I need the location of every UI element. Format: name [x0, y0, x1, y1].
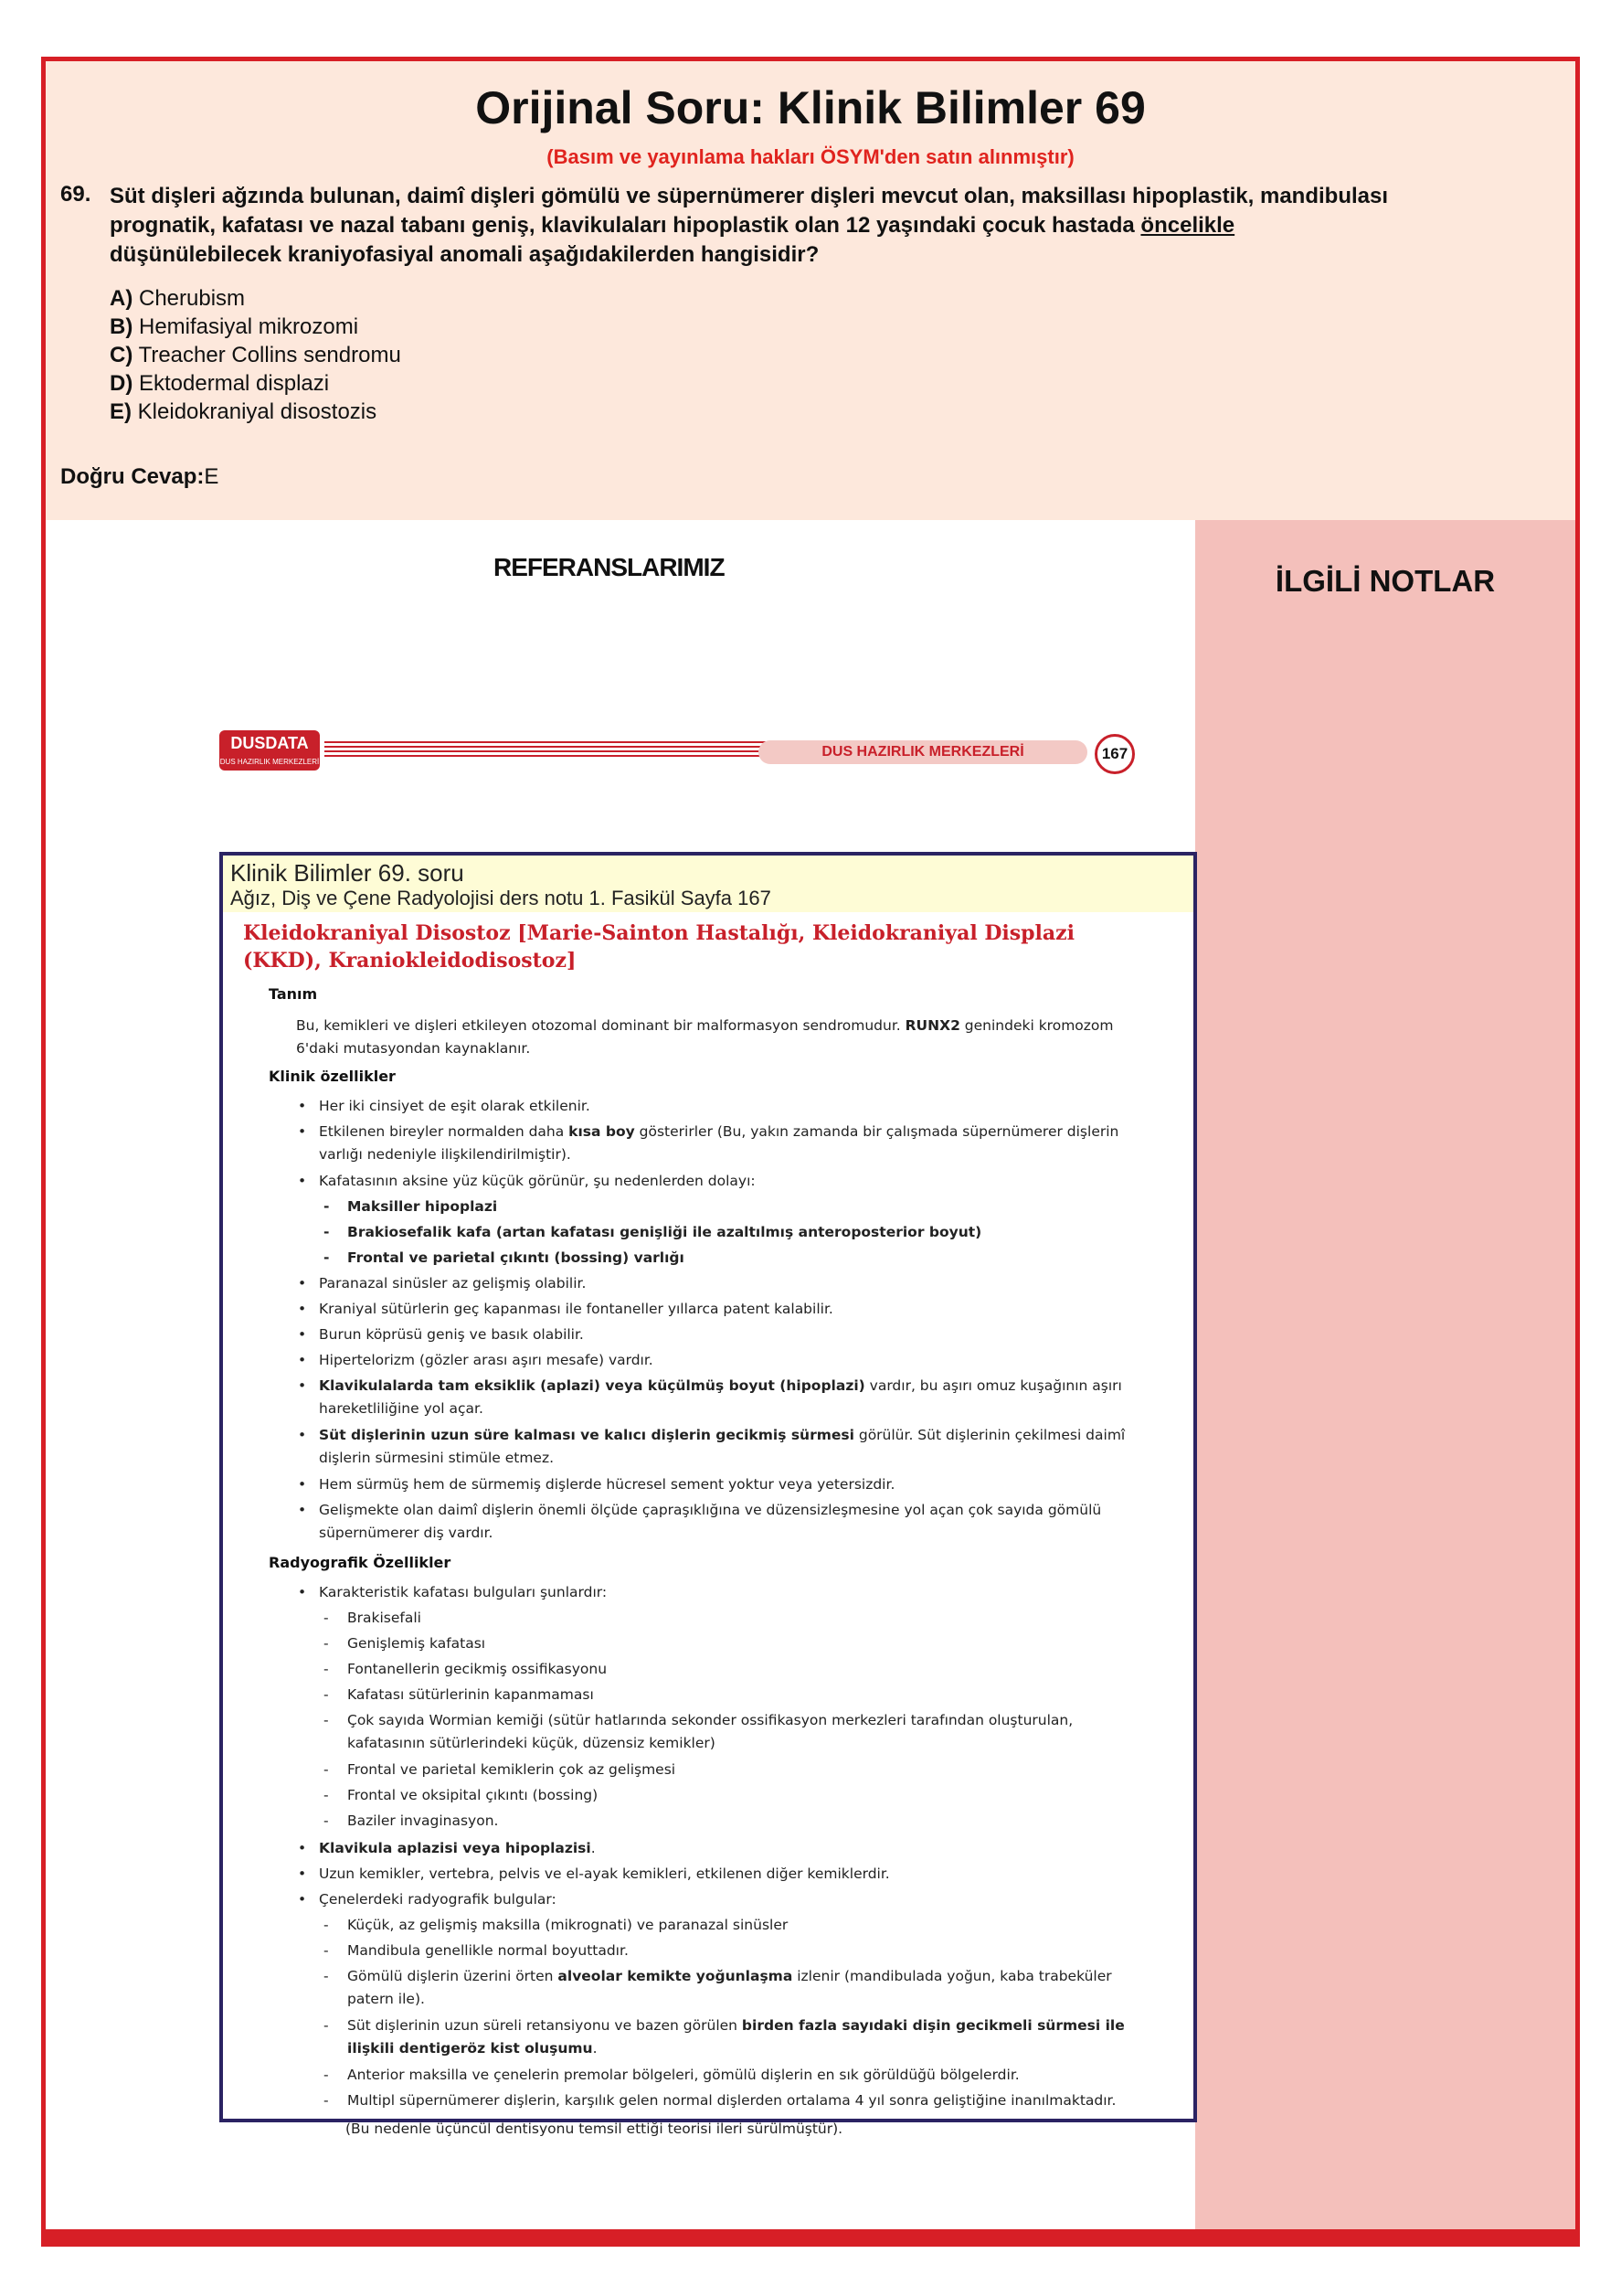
list-subitem: - Maksiller hipoplazi [322, 1196, 1126, 1218]
excerpt-header-label: DUS HAZIRLIK MERKEZLERİ [758, 740, 1087, 764]
option-a: A) Cherubism [110, 286, 246, 311]
question-panel [46, 61, 1575, 520]
question-number: 69. [60, 182, 91, 207]
list-subitem: - Frontal ve parietal kemiklerin çok az gelişmesi [322, 1759, 1126, 1781]
list-item: • Uzun kemikler, vertebra, pelvis ve el-ayak kemikleri, etkilenen diğer kemiklerdir. [296, 1863, 1128, 1886]
list-subitem: - Çok sayıda Wormian kemiği (sütür hatlarında sekonder ossifikasyon merkezleri tarafından oluşturulan, kafatasının sütürlerindeki küçük, düzensiz kemikler) [322, 1709, 1126, 1755]
excerpt-page-number: 167 [1095, 734, 1135, 774]
section-klinik: Klinik özellikler [269, 1068, 396, 1085]
list-subitem: - Kafatası sütürlerinin kapanmaması [322, 1684, 1126, 1706]
list-subitem: - Frontal ve parietal çıkıntı (bossing) varlığı [322, 1247, 1126, 1270]
notes-title: İLGİLİ NOTLAR [1275, 564, 1496, 598]
reference-excerpt [174, 710, 1142, 2173]
list-subitem: - Küçük, az gelişmiş maksilla (mikrognati) ve paranazal sinüsler [322, 1914, 1126, 1937]
option-d: D) Ektodermal displazi [110, 371, 330, 396]
excerpt-content [219, 912, 1197, 2122]
notes-panel [1195, 520, 1575, 2237]
caption-title: Klinik Bilimler 69. soru [230, 859, 464, 887]
list-item: • Hipertelorizm (gözler arası aşırı mesafe) vardır. [296, 1349, 1128, 1372]
question-text: Süt dişleri ağzında bulunan, daimî dişleri gömülü ve süpernümerer dişleri mevcut olan, maksillası hipoplastik, mandibulası prognatik, kafatası ve nazal tabanı geniş, klavikulaları hipoplastik olan 12 yaşındaki çocuk hastada öncelikle düşünülebilecek kraniyofasiyal anomali aşağıdakilerden hangisidir? [110, 184, 1389, 267]
option-e: E) Kleidokraniyal disostozis [110, 399, 377, 424]
section-tanim: Tanım [269, 985, 318, 1003]
list-item: • Kraniyal sütürlerin geç kapanması ile fontaneller yıllarca patent kalabilir. [296, 1298, 1128, 1321]
list-item: • Burun köprüsü geniş ve basık olabilir. [296, 1323, 1128, 1346]
list-subitem: - Brakiosefalik kafa (artan kafatası genişliği ile azaltılmış anteroposterior boyut) [322, 1221, 1126, 1244]
list-item: • Hem sürmüş hem de sürmemiş dişlerde hücresel sement yoktur veya yetersizdir. [296, 1473, 1128, 1496]
bottom-bar [46, 2229, 1575, 2242]
brand-logo: DUSDATA [219, 730, 320, 771]
list-item: • Etkilenen bireyler normalden daha kısa boy gösterirler (Bu, yakın zamanda bir çalışmada süpernümerer dişlerin varlığı nedeniyle ilişkilendirilmiştir). [296, 1121, 1128, 1166]
list-subitem: - Multipl süpernümerer dişlerin, karşılık gelen normal dişlerden ortalama 4 yıl sonra geliştiğine inanılmaktadır. [322, 2089, 1126, 2112]
reference-caption [219, 852, 1197, 916]
list-item: • Klavikulalarda tam eksiklik (aplazi) veya küçülmüş boyut (hipoplazi) vardır, bu aşırı omuz kuşağının aşırı hareketliliğine yol açar. [296, 1375, 1128, 1420]
list-item: • Her iki cinsiyet de eşit olarak etkilenir. [296, 1095, 1128, 1118]
list-subitem: - Fontanellerin gecikmiş ossifikasyonu [322, 1658, 1126, 1681]
brand-logo-subtitle: DUS HAZIRLIK MERKEZLERİ [219, 758, 320, 766]
option-b: B) Hemifasiyal mikrozomi [110, 314, 359, 339]
list-item: • Kafatasının aksine yüz küçük görünür, şu nedenlerden dolayı: [296, 1170, 1128, 1193]
list-item: • Paranazal sinüsler az gelişmiş olabilir. [296, 1272, 1128, 1295]
list-subitem: - Anterior maksilla ve çenelerin premolar bölgeleri, gömülü dişlerin en sık görüldüğü bölgelerdir. [322, 2064, 1126, 2087]
excerpt-overflow-line: (Bu nedenle üçüncül dentisyonu temsil ettiği teorisi ileri sürülmüştür). [345, 2121, 843, 2137]
list-item: • Klavikula aplazisi veya hipoplazisi. [296, 1837, 1128, 1860]
list-subitem: - Mandibula genellikle normal boyuttadır. [322, 1940, 1126, 1962]
list-subitem: - Gömülü dişlerin üzerini örten alveolar kemikte yoğunlaşma izlenir (mandibulada yoğun, kaba trabeküler patern ile). [322, 1965, 1126, 2011]
list-subitem: - Brakisefali [322, 1607, 1126, 1630]
caption-source: Ağız, Diş ve Çene Radyolojisi ders notu 1. Fasikül Sayfa 167 [230, 887, 771, 909]
excerpt-heading: Kleidokraniyal Disostoz [Marie-Sainton Hastalığı, Kleidokraniyal Displazi (KKD), Kraniokleidodisostoz] [243, 921, 1075, 973]
list-item: • Süt dişlerinin uzun süre kalması ve kalıcı dişlerin gecikmiş sürmesi görülür. Süt dişlerinin çekilmesi daimî dişlerin sürmesini stimüle etmez. [296, 1424, 1128, 1470]
page-title: Orijinal Soru: Klinik Bilimler 69 [475, 82, 1146, 133]
list-item: • Gelişmekte olan daimî dişlerin önemli ölçüde çapraşıklığına ve düzensizleşmesine yol açan çok sayıda gömülü süpernümerer diş vardır. [296, 1499, 1128, 1545]
correct-answer: Doğru Cevap:E [60, 464, 219, 489]
list-item: • Çenelerdeki radyografik bulgular: [296, 1888, 1128, 1911]
references-title: REFERANSLARIMIZ [493, 553, 725, 581]
list-item: • Karakteristik kafatası bulguları şunlardır: [296, 1581, 1128, 1604]
option-c: C) Treacher Collins sendromu [110, 343, 401, 367]
copyright-note: (Basım ve yayınlama hakları ÖSYM'den satın alınmıştır) [546, 145, 1075, 168]
emphasis-underline: öncelikle [1140, 213, 1235, 238]
list-subitem: - Baziler invaginasyon. [322, 1810, 1126, 1833]
list-subitem: - Genişlemiş kafatası [322, 1632, 1126, 1655]
section-radyografik: Radyografik Özellikler [269, 1554, 451, 1571]
list-subitem: - Frontal ve oksipital çıkıntı (bossing) [322, 1784, 1126, 1807]
answer-options [110, 284, 401, 426]
page-frame [41, 57, 1580, 2247]
list-subitem: - Süt dişlerinin uzun süreli retansiyonu ve bazen görülen birden fazla sayıdaki dişin gecikmeli sürmesi ile ilişkili dentigeröz kist oluşumu. [322, 2014, 1126, 2060]
tanim-paragraph: Bu, kemikleri ve dişleri etkileyen otozomal dominant bir malformasyon sendromudur. RUNX2 genindeki kromozom 6'daki mutasyondan kaynaklanır. [296, 1017, 1114, 1057]
